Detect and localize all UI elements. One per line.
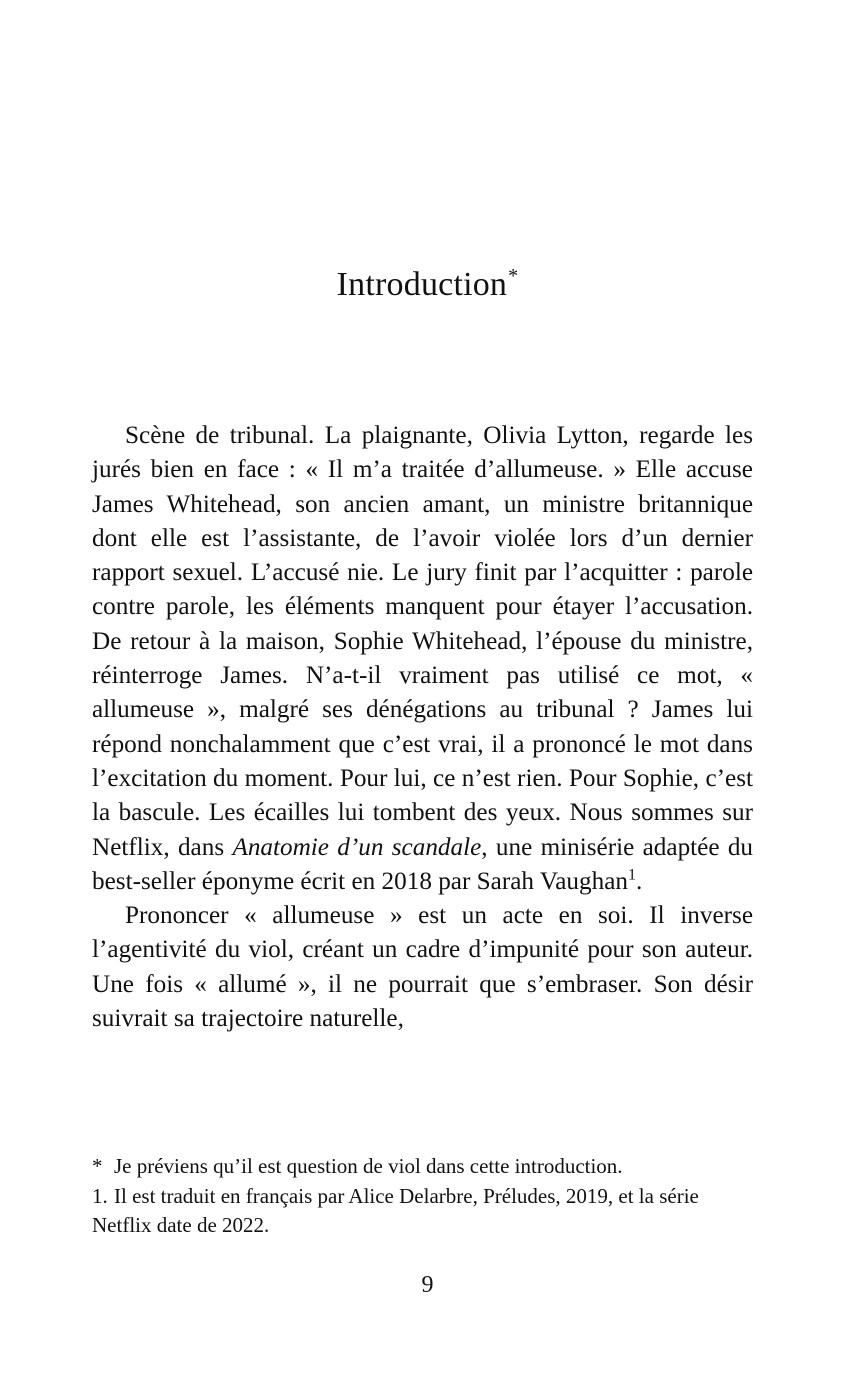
paragraph-1-cont: , une minisérie adaptée du best-seller éponyme écrit en 2018 par Sarah Vaughan <box>92 833 754 895</box>
chapter-title-text: Introduction <box>336 265 508 303</box>
paragraph-1-lead: Scène de tribunal. La plaignante, Olivia Lytton, regarde les jurés bien en face : « Il m’a traitée d’allumeuse. » Elle accuse James Whitehead, son ancien amant, un ministre britannique dont elle est l’assistante, de l’avoir violée lors d’un dernier rapport sexuel. L’accusé nie. Le jury finit par l’acquitter : parole contre parole, les éléments manquent pour étayer l’accusation. De retour à la maison, Sophie Whitehead, l’épouse du ministre, réinterroge James. N’a-t-il vraiment pas utilisé ce mot, « allumeuse », malgré ses dénégations au tribunal ? James lui répond nonchalamment que c’est vrai, il a prononcé le mot dans l’excitation du moment. Pour lui, ce n’est rien. Pour Sophie, c’est la bascule. Les écailles lui tombent des yeux. Nous sommes sur Netflix, dans <box>92 422 753 861</box>
footnote-1-text: Il est traduit en français par Alice Delarbre, Préludes, 2019, et la série Netflix date de 2022. <box>92 1183 699 1237</box>
paragraph-1 <box>92 419 753 899</box>
footnote-reference-1[interactable]: 1 <box>627 866 636 884</box>
paragraph-2: Prononcer « allumeuse » est un acte en soi. Il inverse l’agentivité du viol, créant un cadre d’impunité pour son auteur. Une fois « allumé », il ne pourrait que s’embraser. Son désir suivrait sa trajectoire naturelle, <box>92 902 753 1033</box>
page-number: 9 <box>421 1272 434 1298</box>
footnote-asterisk-text: Je préviens qu’il est question de viol dans cette introduction. <box>114 1154 623 1178</box>
footnote-symbol-asterisk: * <box>92 1154 103 1178</box>
body-text-block <box>92 419 753 1036</box>
page-title <box>0 263 855 307</box>
work-title-anatomie: Anatomie d’un scandale <box>232 833 482 861</box>
paragraph-1-tail: . <box>635 867 643 895</box>
title-footnote-marker: * <box>508 265 519 288</box>
footnote-symbol-1: 1. <box>92 1183 108 1208</box>
footnote-asterisk <box>92 1152 753 1182</box>
footnotes-section <box>92 1152 753 1241</box>
footnote-1 <box>92 1182 753 1241</box>
